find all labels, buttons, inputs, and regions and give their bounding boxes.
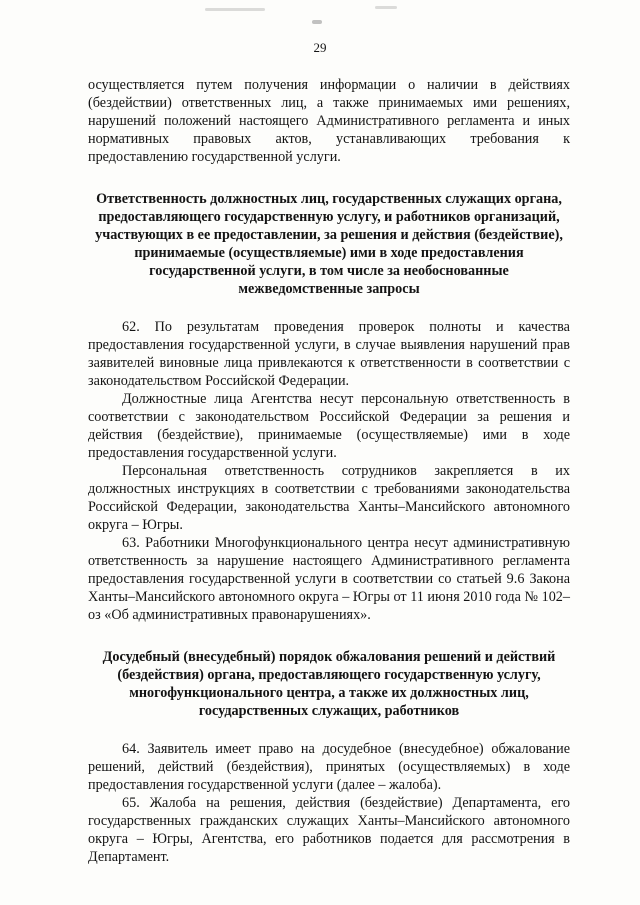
section-heading-appeal: Досудебный (внесудебный) порядок обжалования решений и действий (бездействия) органа, предоставляющего государственную услугу, многофункционального центра, а также их должностных лиц, государственных служащих, работников	[102, 649, 556, 719]
paragraph-continuation: осуществляется путем получения информации о наличии в действиях (бездействии) ответственных лиц, а также принимаемых ими решениях, нарушений положений настоящего Административного регламента и иных нормативных правовых актов, устанавливающих требования к предоставлению государственной услуги.	[88, 77, 570, 165]
paragraph-personal-responsibility: Персональная ответственность сотрудников закрепляется в их должностных инструкциях в соответствии с требованиями законодательства Российской Федерации, законодательства Ханты–Мансийского автономного округа – Югры.	[88, 463, 570, 533]
document-body	[88, 76, 570, 866]
scan-artifact	[312, 20, 322, 24]
scan-artifact	[375, 6, 397, 9]
paragraph-officials-responsibility: Должностные лица Агентства несут персональную ответственность в соответствии с законодательством Российской Федерации за решения и действия (бездействие), принимаемые (осуществляемые) ими в ходе предоставления государственной услуги.	[88, 391, 570, 461]
paragraph-63: 63. Работники Многофункционального центра несут административную ответственность за нарушение настоящего Административного регламента предоставления государственной услуги в соответствии со статьей 9.6 Закона Ханты–Мансийского автономного округа – Югры от 11 июня 2010 года № 102–оз «Об административных правонарушениях».	[88, 535, 570, 623]
paragraph-65: 65. Жалоба на решения, действия (бездействие) Департамента, его государственных гражданских служащих Ханты–Мансийского автономного округа – Югры, Агентства, его работников подается для рассмотрения в Департамент.	[88, 795, 570, 865]
section-heading-responsibility: Ответственность должностных лиц, государственных служащих органа, предоставляющего государственную услугу, и работников организаций, участвующих в ее предоставлении, за решения и действия (бездействие), принимаемые (осуществляемые) ими в ходе предоставления государственной услуги, в том числе за необоснованные межведомственные запросы	[95, 191, 563, 297]
paragraph-64: 64. Заявитель имеет право на досудебное (внесудебное) обжалование решений, действий (бездействия), принятых (осуществляемых) в ходе предоставления государственной услуги (далее – жалоба).	[88, 741, 570, 793]
scan-artifact	[205, 8, 265, 11]
paragraph-62: 62. По результатам проведения проверок полноты и качества предоставления государственной услуги, в случае выявления нарушений прав заявителей виновные лица привлекаются к ответственности в соответствии с законодательством Российской Федерации.	[88, 319, 570, 389]
page-number: 29	[313, 40, 327, 55]
